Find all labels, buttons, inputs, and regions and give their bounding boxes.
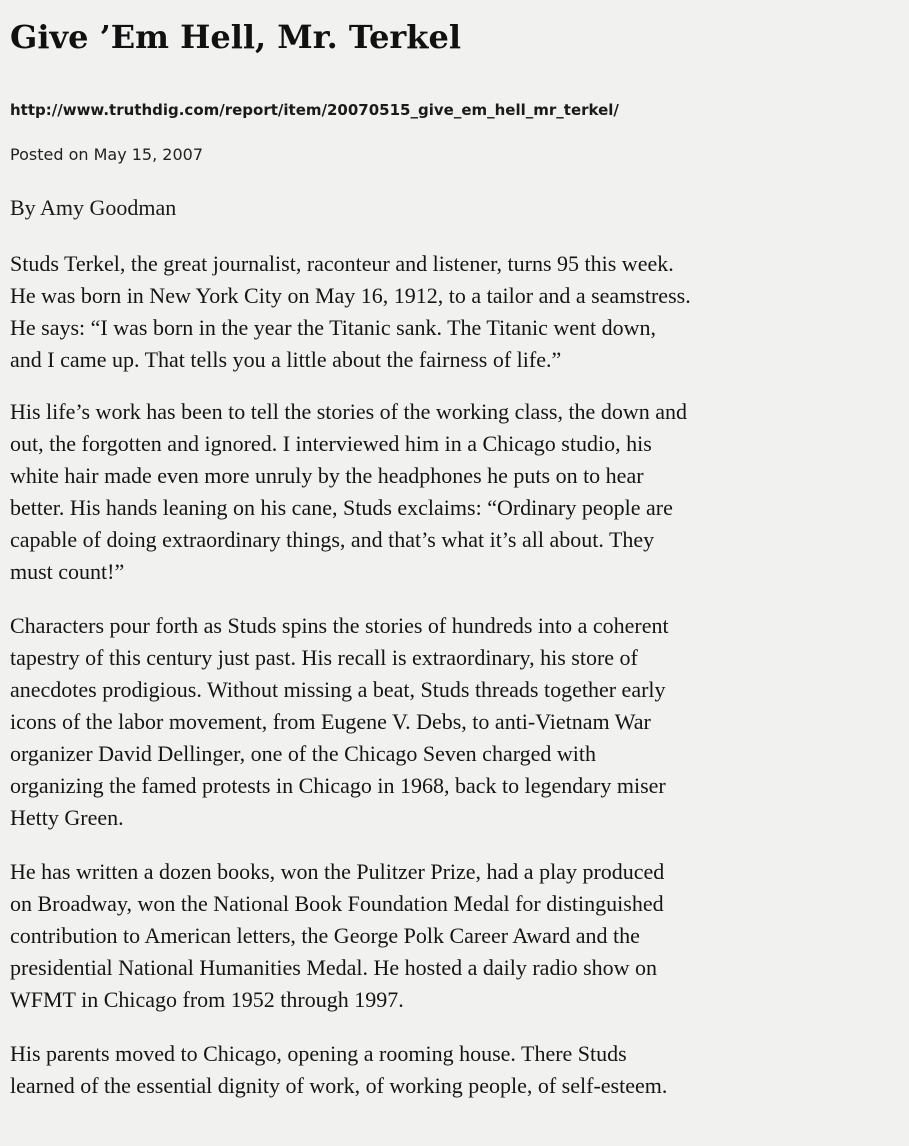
paragraph-line: Hetty Green. — [10, 805, 124, 830]
paragraph — [10, 856, 909, 1016]
article-title: Give ’Em Hell, Mr. Terkel — [10, 18, 461, 56]
paragraph-line: must count!” — [10, 559, 125, 584]
paragraph-line: white hair made even more unruly by the headphones he puts on to hear — [10, 463, 644, 488]
paragraph-line: He has written a dozen books, won the Pulitzer Prize, had a play produced — [10, 859, 665, 884]
paragraph-line: on Broadway, won the National Book Foundation Medal for distinguished — [10, 891, 664, 916]
paragraph — [10, 248, 909, 376]
paragraph-line: and I came up. That tells you a little about the fairness of life.” — [10, 347, 562, 372]
paragraph-line: tapestry of this century just past. His recall is extraordinary, his store of — [10, 645, 638, 670]
paragraph — [10, 610, 909, 834]
paragraph-line: contribution to American letters, the George Polk Career Award and the — [10, 923, 640, 948]
paragraph-line: learned of the essential dignity of work, of working people, of self-esteem. — [10, 1073, 668, 1098]
paragraph-line: icons of the labor movement, from Eugene V. Debs, to anti-Vietnam War — [10, 709, 651, 734]
paragraph-line: presidential National Humanities Medal. He hosted a daily radio show on — [10, 955, 658, 980]
paragraph-line: He was born in New York City on May 16, 1912, to a tailor and a seamstress. — [10, 283, 691, 308]
paragraph-line: capable of doing extraordinary things, and that’s what it’s all about. They — [10, 527, 655, 552]
byline: By Amy Goodman — [10, 195, 177, 220]
article-url: http://www.truthdig.com/report/item/20070515_give_em_hell_mr_terkel/ — [10, 101, 619, 119]
paragraph-line: Characters pour forth as Studs spins the stories of hundreds into a coherent — [10, 613, 669, 638]
paragraph-line: Studs Terkel, the great journalist, raconteur and listener, turns 95 this week. — [10, 251, 674, 276]
paragraph-line: His parents moved to Chicago, opening a rooming house. There Studs — [10, 1041, 627, 1066]
paragraph-line: He says: “I was born in the year the Titanic sank. The Titanic went down, — [10, 315, 657, 340]
paragraph-line: better. His hands leaning on his cane, Studs exclaims: “Ordinary people are — [10, 495, 673, 520]
paragraph-line: anecdotes prodigious. Without missing a beat, Studs threads together early — [10, 677, 666, 702]
paragraph-line: organizer David Dellinger, one of the Chicago Seven charged with — [10, 741, 597, 766]
paragraph-line: WFMT in Chicago from 1952 through 1997. — [10, 987, 404, 1012]
paragraph — [10, 1038, 909, 1102]
paragraph-line: His life’s work has been to tell the stories of the working class, the down and — [10, 399, 687, 424]
paragraph-line: out, the forgotten and ignored. I interviewed him in a Chicago studio, his — [10, 431, 652, 456]
paragraph-line: organizing the famed protests in Chicago in 1968, back to legendary miser — [10, 773, 666, 798]
posted-date: Posted on May 15, 2007 — [10, 145, 203, 164]
paragraph — [10, 396, 909, 588]
